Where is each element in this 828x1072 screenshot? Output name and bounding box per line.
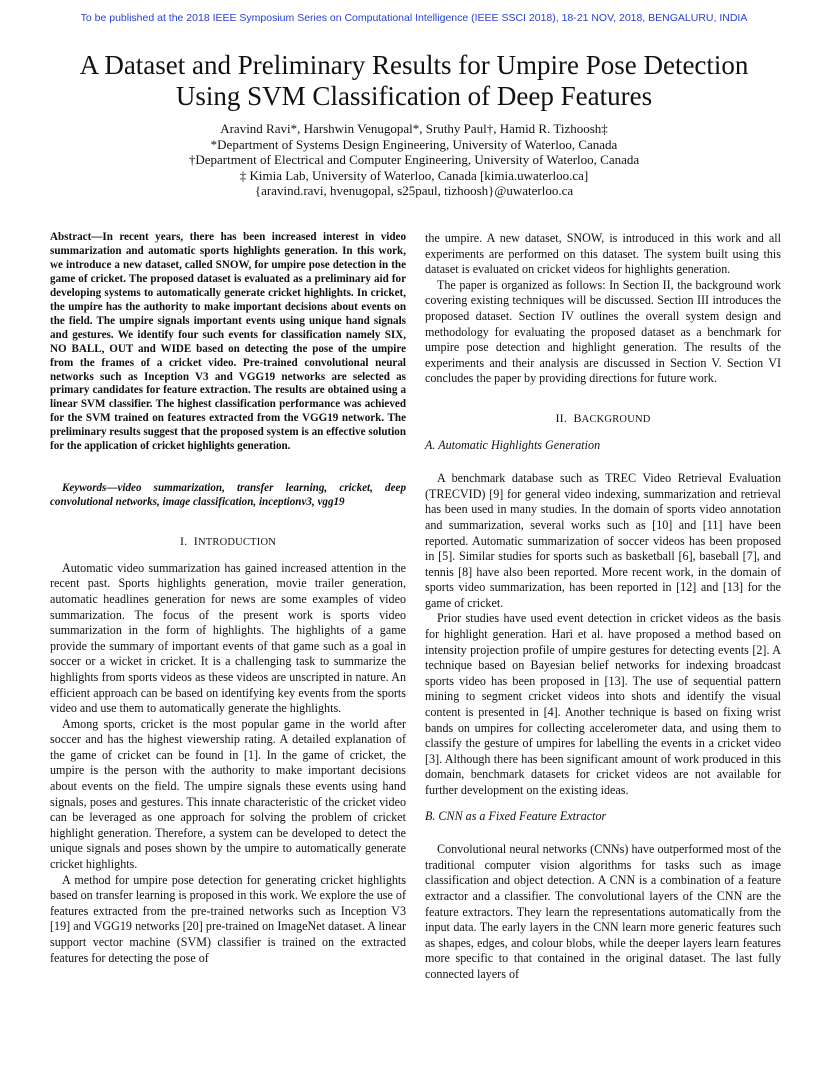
subsection-heading-a: A. Automatic Highlights Generation [425,437,601,452]
section-number: I. [179,534,188,549]
author-emails: {aravind.ravi, hvenugopal, s25paul, tizhoosh}@uwaterloo.ca [254,183,574,198]
intro-paragraph-2: Among sports, cricket is the most popular game in the world after soccer and has the highest viewership rating. A detailed explanation of the game of cricket can be found in [1]. In the game of cricket, the umpire is the person with the authority to make important decisions about events on the field. The umpire signals these events using hand signals, poses and gestures. This innate characteristic of the cricket video can be leveraged as one approach for solving the problem of cricket highlight generation. Therefore, a system can be developed to detect the unique signals and poses shown by the umpire to automatically generate cricket highlights. [50,716,406,872]
section-heading-background [425,411,781,428]
publication-banner: To be published at the 2018 IEEE Symposium Series on Computational Intelligence (IEEE SSCI 2018), 18-21 NOV, 2018, BENGALURU, INDIA [80,12,748,24]
author-block [40,121,788,199]
section-title-rest: NTRODUCTION [197,537,277,549]
author-names: Aravind Ravi*, Harshwin Venugopal*, Sruthy Paul†, Hamid R. Tizhoosh‡ [220,121,608,136]
affiliation-1: *Department of Systems Design Engineering, University of Waterloo, Canada [210,136,618,152]
intro-paragraph-5: The paper is organized as follows: In Section II, the background work covering existing techniques will be discussed. Section III introduces the proposed dataset. Section IV outlines the overall system design and methodology for evaluating the proposed dataset as a benchmark for umpire pose detection and highlight generation. The results of the experiments and their analysis are discussed in Section V. Section VI concludes the paper by providing directions for future work. [425,277,781,386]
background-a-paragraph-2: Prior studies have used event detection in cricket videos as the basis for highlight generation. Hari et al. have proposed a method based on intensity projection profile of umpire gestures for detecting events [2]. A technique based on Bayesian belief networks for indexing broadcast sports video has been proposed in [13]. The use of sequential pattern mining to segment cricket videos into shots and identify the visual content is presented in [4]. Another technique is based on fixing wrist bands on umpires for collecting accelerometer data, and using them to classify the gesture of umpires for labelling the events in a cricket video [3]. Although there has been significant amount of work produced in this domain, benchmark datasets for cricket videos are not available for further development on the existing ideas. [425,611,781,797]
abstract: Abstract—In recent years, there has been increased interest in video summarization and automatic sports highlights generation. In this work, we introduce a new dataset, called SNOW, for umpire pose detection in the game of cricket. The proposed dataset is evaluated as a preliminary aid for developing systems to automatically generate cricket highlights. In cricket, the umpire has the authority to make important decisions about events on the field. The umpire signals important events using unique hand signals and gestures. We identify four such events for classification namely SIX, NO BALL, OUT and WIDE based on detecting the pose of the umpire from the frames of a cricket video. Pre-trained convolutional neural networks such as Inception V3 and VGG19 networks are selected as primary candidates for feature extraction. The results are obtained using a linear SVM classifier. The highest classification performance was achieved for the SVM trained on features extracted from the VGG19 network. The preliminary results suggest that the proposed system is an effective solution for the application of cricket highlights generation. [50,231,406,453]
left-column [50,231,406,966]
subsection-heading-b: B. CNN as a Fixed Feature Extractor [425,808,607,823]
intro-paragraph-3: A method for umpire pose detection for generating cricket highlights based on transfer learning is proposed in this work. We explore the use of features extracted from the pre-trained networks such as Inception V3 [19] and VGG19 networks [20] pre-trained on ImageNet dataset. A linear support vector machine (SVM) classifier is trained on the extracted features for detecting the pose of [50,872,406,965]
section-heading-introduction [50,534,406,551]
title-line-1: A Dataset and Preliminary Results for Umpire Pose Detection [79,50,749,80]
background-a-paragraph-1: A benchmark database such as TREC Video Retrieval Evaluation (TRECVID) [9] for general video indexing, summarization and retrieval has been used in many studies. In the domain of sports video annotation and summarization, several works such as [10] and [11] have been reported. Automatic summarization of soccer videos has been proposed in [5]. Similar studies for sports such as basketball [6], baseball [7], and tennis [8] have also been reported. More recent work, in the domain of sports video summarization, has been reported in [12] and [13] for the game of cricket. [425,471,781,610]
intro-paragraph-1: Automatic video summarization has gained increased attention in the recent past. Sports highlights generation, movie trailer generation, automatic headlines generation for news are some examples of video summarization. The focus of the present work is sports video summarization in the form of highlights. The highlights of a game provide the summary of important events of that game such as a goal in soccer or a wicket in cricket. It is a challenging task to summarize the highlights from sports videos as these videos are unscripted in nature. An efficient approach can be based on identifying key events from the sports video and use them to automatically generate the highlights. [50,560,406,716]
section-title-initial: I [193,534,198,549]
section-number: II. [555,410,568,425]
section-title-initial: B [573,410,582,425]
affiliation-2: †Department of Electrical and Computer Engineering, University of Waterloo, Canada [188,152,640,167]
section-title-rest: ACKGROUND [581,413,651,425]
paper-title [40,50,788,112]
intro-paragraph-4: the umpire. A new dataset, SNOW, is introduced in this work and all experiments are performed on this dataset. The system built using this dataset is evaluated on cricket videos for highlights generation. [425,231,781,277]
affiliation-3: ‡ Kimia Lab, University of Waterloo, Canada [kimia.uwaterloo.ca] [239,167,589,183]
title-line-2: Using SVM Classification of Deep Features [175,81,653,111]
right-column [425,231,781,983]
keywords: Keywords—video summarization, transfer learning, cricket, deep convolutional networks, image classification, inceptionv3, vgg19 [50,482,406,509]
background-b-paragraph-1: Convolutional neural networks (CNNs) have outperformed most of the traditional computer vision algorithms for tasks such as image classification and object detection. A CNN is a combination of a feature extractor and a classifier. The convolutional layers of the CNN are the feature extractors. They learn the representations automatically from the input data. The early layers in the CNN learn more generic features such as shapes, edges, and colour blobs, while the deeper layers learn features more specific to that contained in the original dataset. The last fully connected layers of [425,842,781,981]
